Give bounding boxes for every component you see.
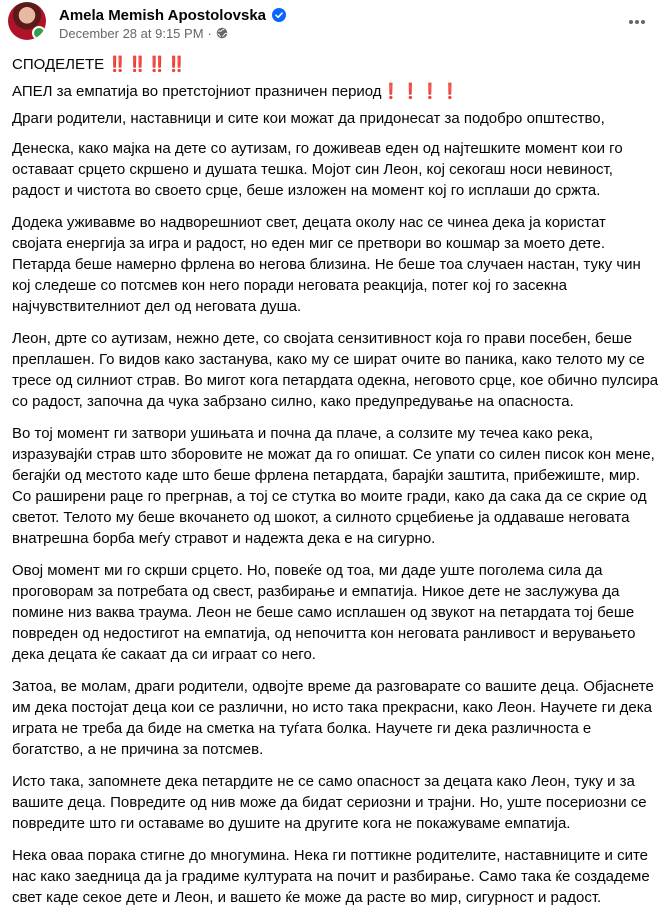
post-options-button[interactable] [619,4,655,40]
post-paragraph: Драги родители, наставници и сите кои можат да придонесат за подобро општество, [12,110,605,127]
post-paragraph: Нека оваа порака стигне до многумина. Нека ги поттикне родителите, наставниците и сите нас како заедница да ја градиме културата на почит и разбирање. Само така ќе создадеме свет каде секое дете и Леон, и вашето ќе може да расте во мир, сигурност и радост. [12,847,650,906]
author-line [59,5,286,25]
post-timestamp-link[interactable]: December 28 at 9:15 PM [59,25,204,41]
online-status-indicator [32,26,46,40]
post-paragraph: Додека уживавме во надворешниот свет, децата околу нас се чинеа дека ја користат својата енергија за игра и радост, но еден миг се претвори во кошмар за моето дете. Петарда беше намерно фрлена во негова близина. Не беше тоа случаен настан, туку чин кој следеше со потсмев кон него поради неговата реакција, потег кој го засекна најчувствителниот дел од неговата душа. [12,214,641,315]
author-name-link[interactable]: Amela Memish Apostolovska [59,6,267,24]
emphasis-marks: ‼️‼️‼️‼️ [108,56,188,73]
author-avatar[interactable] [8,2,46,40]
post-paragraph: Во тој момент ги затвори ушињата и почна да плаче, а солзите му течеа како река, изразувајќи страв што зборовите не можат да го опишат. Се упати со силен писок кон мене, бегајќи од местото каде што беше фрлена петардата, барајќи заштита, прибежиште, мир. Со раширени раце го прегрнав, а тој се стутка во моите гради, како да сака да се скрие од светот. Телото му беше вкочането од шокот, а силното срцебиење ја оддаваше неговата внатрешна борба меѓу стравот и надежта дека е на сигурно. [12,425,655,547]
post-paragraph: АПЕЛ за емпатија во претстојниот празничен период❗❗❗❗ [12,83,461,100]
more-horizontal-icon [627,12,647,32]
post-paragraph: Овој момент ми го скрши срцето. Но, повеќе од тоа, ми даде уште поголема сила да проговорам за потребата од свест, разбирање и емпатија. Никое дете не заслужува да помине низ ваква траума. Леон не беше само исплашен од звукот на петардата тој беше повреден од недостигот на емпатија, од непочитта кон неговата ранливост и верувањето дека децата ќе сакаат да си играат со него. [12,562,636,663]
post-meta [59,24,228,42]
post-paragraph: Затоа, ве молам, драги родители, одвојте време да разговарате со вашите деца. Објаснете им дека постојат деца кои се различни, но исто така прекрасни, како Леон. Научете ги дека играта не треба да биде на сметка на туѓата болка. Научете ги дека различноста е богатство, а не причина за потсмев. [12,678,654,758]
post-paragraph: СПОДЕЛЕТЕ ‼️‼️‼️‼️ [12,56,188,73]
post-header [0,0,669,44]
verified-badge-icon [272,8,286,22]
emphasis-marks: ❗❗❗❗ [381,83,461,100]
post-paragraph: Леон, дрте со аутизам, нежно дете, со својата сензитивност која го прави посебен, беше преплашен. Го видов како застанува, како му се шират очите во паника, како телото му се тресе од силниот страв. Во мигот кога петардата одекна, неговото срце, кое обично пулсира со радост, започна да чука забрзано силно, како предупредување на опасноста. [12,330,659,410]
meta-separator: · [207,25,212,41]
public-audience-globe-icon[interactable] [216,27,228,39]
post-body [12,54,660,919]
post-paragraph: Денеска, како мајка на дете со аутизам, го доживеав еден од најтешките момент кои го оставаат срцето скршено и душата тешка. Мојот син Леон, кој секогаш носи невиност, радост и чистота во своето срце, беше изложен на момент кој го исплаши до сржта. [12,140,623,199]
post-paragraph: Исто така, запомнете дека петардите не се само опасност за децата како Леон, туку и за вашите деца. Повредите од нив може да бидат сериозни и трајни. Но, уште посериозни се повредите што ги оставаме во душите на другите кога не покажуваме емпатија. [12,773,647,832]
